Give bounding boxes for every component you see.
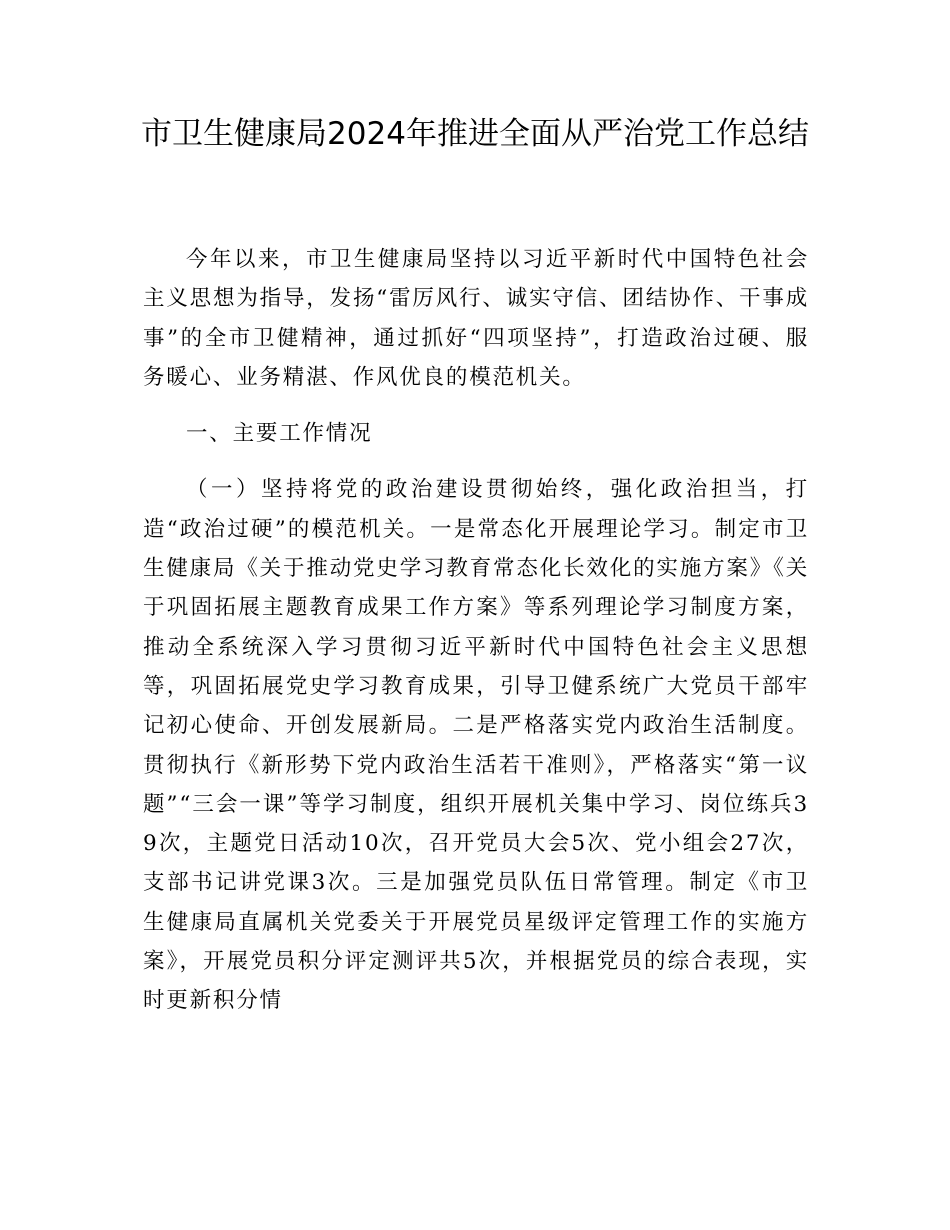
document-body bbox=[143, 240, 809, 1021]
intro-paragraph: 今年以来，市卫生健康局坚持以习近平新时代中国特色社会主义思想为指导，发扬“雷厉风行、诚实守信、团结协作、干事成事”的全市卫健精神，通过抓好“四项坚持”，打造政治过硬、服务暖心、业务精湛、作风优良的模范机关。 bbox=[143, 247, 809, 390]
section-paragraph: （一）坚持将党的政治建设贯彻始终，强化政治担当，打造“政治过硬”的模范机关。一是常态化开展理论学习。制定市卫生健康局《关于推动党史学习教育常态化长效化的实施方案》《关于巩固拓展主题教育成果工作方案》等系列理论学习制度方案，推动全系统深入学习贯彻习近平新时代中国特色社会主义思想等，巩固拓展党史学习教育成果，引导卫健系统广大党员干部牢记初心使命、开创发展新局。二是严格落实党内政治生活制度。贯彻执行《新形势下党内政治生活若干准则》，严格落实“第一议题”“三会一课”等学习制度，组织开展机关集中学习、岗位练兵39次，主题党日活动10次，召开党员大会5次、党小组会27次，支部书记讲党课3次。三是加强党员队伍日常管理。制定《市卫生健康局直属机关党委关于开展党员星级评定管理工作的实施方案》，开展党员积分评定测评共5次，并根据党员的综合表现，实时更新积分情 bbox=[143, 477, 809, 1014]
document-title: 市卫生健康局2024年推进全面从严治党工作总结 bbox=[141, 116, 809, 152]
section-heading: 一、主要工作情况 bbox=[186, 421, 373, 447]
